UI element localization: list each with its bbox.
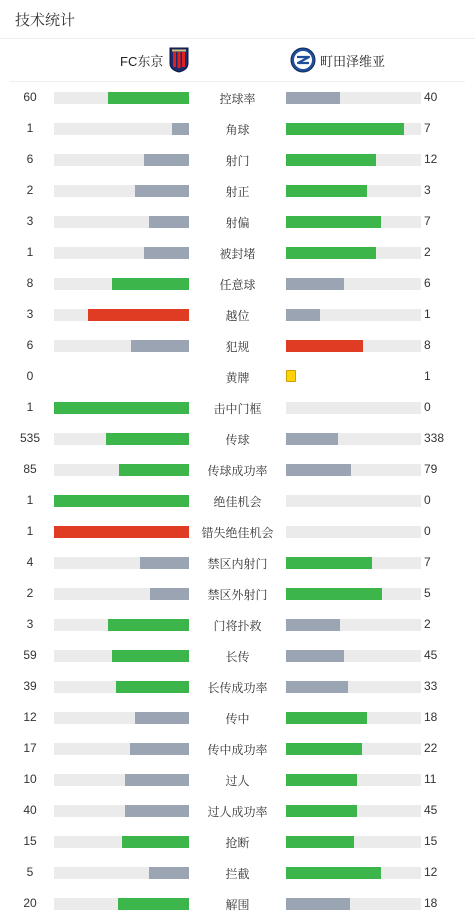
away-stat-value: 2 — [424, 617, 431, 631]
away-stat-bar — [286, 898, 421, 910]
stat-label: 射门 — [225, 154, 250, 168]
home-stat-bar — [54, 464, 189, 476]
away-stat-bar — [286, 650, 421, 662]
home-stat-value: 1 — [26, 400, 34, 414]
teams-bar — [10, 39, 465, 82]
away-stat-value: 18 — [424, 896, 438, 910]
away-stat-value: 18 — [424, 710, 438, 724]
away-stat-bar — [286, 340, 421, 352]
home-stat-fill — [54, 402, 189, 414]
stat-label: 被封堵 — [219, 247, 256, 261]
stat-row — [0, 733, 475, 764]
home-stat-fill — [54, 526, 189, 538]
stat-row — [0, 144, 475, 175]
away-stat-value: 2 — [424, 245, 431, 259]
away-stat-fill — [286, 92, 340, 104]
away-stat-fill — [286, 898, 350, 910]
away-stat-fill — [286, 154, 376, 166]
away-stat-bar — [286, 526, 421, 538]
stat-row — [0, 299, 475, 330]
home-stat-bar — [54, 805, 189, 817]
home-stat-fill — [112, 650, 189, 662]
home-stat-bar — [54, 433, 189, 445]
home-stat-bar — [54, 278, 189, 290]
home-stat-bar — [54, 712, 189, 724]
home-stat-bar — [54, 743, 189, 755]
home-stat-fill — [118, 898, 189, 910]
stat-label: 传球成功率 — [207, 464, 268, 478]
home-stat-bar — [54, 185, 189, 197]
stat-row — [0, 764, 475, 795]
away-stat-fill — [286, 681, 348, 693]
section-title: 技术统计 — [15, 11, 76, 29]
home-stat-bar — [54, 588, 189, 600]
home-stat-fill — [122, 836, 190, 848]
stat-row — [0, 392, 475, 423]
home-stat-fill — [125, 774, 189, 786]
stat-label: 犯规 — [225, 340, 250, 354]
home-stat-fill — [54, 495, 189, 507]
away-stat-bar — [286, 154, 421, 166]
away-stat-fill — [286, 650, 344, 662]
away-stat-fill — [286, 774, 357, 786]
away-stat-value: 0 — [424, 524, 431, 538]
home-stat-value: 5 — [26, 865, 34, 879]
home-stat-fill — [130, 743, 189, 755]
home-stat-bar — [54, 154, 189, 166]
home-stat-fill — [131, 340, 189, 352]
away-stat-fill — [286, 123, 404, 135]
stat-label: 传中 — [225, 712, 250, 726]
away-stat-value: 7 — [424, 555, 431, 569]
home-stat-fill — [108, 619, 189, 631]
home-stat-bar — [54, 247, 189, 259]
stat-label: 错失绝佳机会 — [201, 526, 274, 540]
away-stat-value: 338 — [424, 431, 445, 445]
away-stat-value: 12 — [424, 152, 438, 166]
away-stat-value: 0 — [424, 400, 431, 414]
away-stat-value: 5 — [424, 586, 431, 600]
stat-row — [0, 640, 475, 671]
stat-label: 绝佳机会 — [213, 495, 262, 509]
away-stat-fill — [286, 185, 367, 197]
stat-label: 角球 — [225, 123, 250, 137]
home-stat-fill — [125, 805, 189, 817]
stat-label: 过人 — [225, 774, 250, 788]
away-stat-bar — [286, 123, 421, 135]
stat-label: 越位 — [225, 309, 250, 323]
home-team-name: FC东京 — [120, 53, 164, 69]
home-stat-fill — [106, 433, 189, 445]
home-stat-value: 535 — [19, 431, 41, 445]
home-stat-fill — [144, 154, 189, 166]
away-stat-value: 45 — [424, 648, 438, 662]
stat-row — [0, 516, 475, 547]
stat-row — [0, 113, 475, 144]
home-stat-value: 3 — [26, 617, 34, 631]
away-stat-bar — [286, 278, 421, 290]
stat-row — [0, 237, 475, 268]
away-stat-value: 45 — [424, 803, 438, 817]
stat-label: 抢断 — [225, 836, 250, 850]
stat-row — [0, 888, 475, 919]
stat-row — [0, 82, 475, 113]
away-stat-bar — [286, 588, 421, 600]
home-stat-fill — [150, 588, 189, 600]
stat-label: 击中门框 — [213, 402, 262, 416]
home-stat-value: 4 — [26, 555, 34, 569]
home-stat-fill — [119, 464, 189, 476]
stat-row — [0, 671, 475, 702]
stat-row — [0, 330, 475, 361]
home-stat-value: 17 — [23, 741, 37, 755]
home-stat-value: 6 — [26, 152, 34, 166]
home-stat-fill — [135, 712, 189, 724]
away-stat-fill — [286, 743, 362, 755]
stat-label: 黄牌 — [225, 371, 250, 385]
stat-label: 控球率 — [219, 92, 256, 106]
away-stat-value: 12 — [424, 865, 438, 879]
away-stat-value: 1 — [424, 307, 431, 321]
home-stat-value: 0 — [26, 369, 34, 383]
stat-row — [0, 609, 475, 640]
away-stat-value: 22 — [424, 741, 438, 755]
away-stat-bar — [286, 681, 421, 693]
home-stat-bar — [54, 216, 189, 228]
home-stat-value: 8 — [26, 276, 34, 290]
home-stat-value: 10 — [23, 772, 37, 786]
home-stat-value: 39 — [23, 679, 37, 693]
away-stat-fill — [286, 836, 354, 848]
home-stat-value: 2 — [26, 183, 34, 197]
home-stat-bar — [54, 867, 189, 879]
yellow-card-icon — [286, 370, 296, 382]
away-team-name: 町田泽维亚 — [320, 53, 386, 69]
away-stat-fill — [286, 805, 357, 817]
home-stat-bar — [54, 898, 189, 910]
home-stat-value: 1 — [26, 245, 34, 259]
home-stat-bar — [54, 681, 189, 693]
stat-label: 传球 — [225, 433, 250, 447]
stat-row — [0, 206, 475, 237]
stat-row — [0, 795, 475, 826]
home-stat-value: 3 — [26, 307, 34, 321]
away-stat-fill — [286, 433, 338, 445]
away-stat-value: 15 — [424, 834, 438, 848]
home-stat-value: 1 — [26, 493, 34, 507]
away-stat-fill — [286, 309, 320, 321]
home-stat-value: 12 — [23, 710, 37, 724]
home-stat-value: 60 — [23, 90, 37, 104]
stat-row — [0, 578, 475, 609]
away-stat-fill — [286, 278, 344, 290]
home-stat-fill — [172, 123, 189, 135]
away-stat-bar — [286, 216, 421, 228]
away-stat-bar — [286, 402, 421, 414]
home-stat-fill — [116, 681, 189, 693]
stat-row — [0, 702, 475, 733]
stat-label: 解围 — [225, 898, 250, 912]
home-stat-bar — [54, 774, 189, 786]
home-stat-fill — [149, 216, 190, 228]
away-stat-bar — [286, 805, 421, 817]
home-stat-bar — [54, 340, 189, 352]
home-stat-value: 2 — [26, 586, 34, 600]
away-stat-bar — [286, 557, 421, 569]
stat-row — [0, 268, 475, 299]
away-stat-bar — [286, 247, 421, 259]
home-stat-fill — [88, 309, 189, 321]
home-stat-value: 3 — [26, 214, 34, 228]
home-stat-fill — [140, 557, 189, 569]
stat-row — [0, 857, 475, 888]
home-stat-bar — [54, 526, 189, 538]
away-stat-fill — [286, 464, 351, 476]
stat-row — [0, 547, 475, 578]
stat-label: 长传 — [225, 650, 250, 664]
away-stat-bar — [286, 433, 421, 445]
stat-row — [0, 361, 475, 392]
home-stat-bar — [54, 495, 189, 507]
home-stat-bar — [54, 92, 189, 104]
away-stat-bar — [286, 836, 421, 848]
away-stat-fill — [286, 712, 367, 724]
stat-label: 禁区外射门 — [207, 588, 268, 602]
away-stat-bar — [286, 867, 421, 879]
stat-row — [0, 454, 475, 485]
away-stat-bar — [286, 743, 421, 755]
away-stat-value: 7 — [424, 214, 431, 228]
away-stat-fill — [286, 588, 382, 600]
away-stat-fill — [286, 247, 376, 259]
home-stat-bar — [54, 309, 189, 321]
home-stat-fill — [108, 92, 189, 104]
home-stat-value: 1 — [26, 121, 34, 135]
stat-label: 长传成功率 — [207, 681, 268, 695]
stat-label: 任意球 — [219, 278, 256, 292]
away-stat-fill — [286, 619, 340, 631]
stat-label: 传中成功率 — [207, 743, 268, 757]
home-stat-bar — [54, 619, 189, 631]
away-stat-bar — [286, 464, 421, 476]
away-stat-value: 3 — [424, 183, 431, 197]
away-stat-bar — [286, 774, 421, 786]
away-stat-bar — [286, 495, 421, 507]
away-stat-bar — [286, 185, 421, 197]
away-stat-value: 0 — [424, 493, 431, 507]
section-header — [0, 0, 475, 39]
away-stat-bar — [286, 309, 421, 321]
home-stat-bar — [54, 836, 189, 848]
home-team[interactable] — [120, 47, 189, 73]
home-stat-fill — [144, 247, 189, 259]
away-team[interactable] — [290, 47, 385, 73]
home-stat-value: 20 — [23, 896, 37, 910]
stat-label: 射正 — [225, 185, 250, 199]
away-stat-fill — [286, 216, 381, 228]
home-stat-bar — [54, 402, 189, 414]
home-stat-value: 6 — [26, 338, 34, 352]
home-stat-fill — [112, 278, 189, 290]
machida-zelvia-crest-icon — [290, 47, 316, 73]
away-stat-value: 11 — [424, 772, 437, 786]
home-stat-value: 1 — [26, 524, 34, 538]
away-stat-fill — [286, 557, 372, 569]
stat-label: 射偏 — [225, 216, 250, 230]
away-stat-fill — [286, 340, 363, 352]
away-stat-bar — [286, 92, 421, 104]
home-stat-bar — [54, 557, 189, 569]
away-stat-value: 79 — [424, 462, 438, 476]
home-stat-bar — [54, 650, 189, 662]
away-stat-value: 1 — [424, 369, 431, 383]
stat-label: 禁区内射门 — [207, 557, 268, 571]
away-stat-fill — [286, 867, 381, 879]
home-stat-value: 15 — [23, 834, 37, 848]
away-stat-bar — [286, 712, 421, 724]
stat-label: 拦截 — [225, 867, 250, 881]
home-stat-value: 40 — [23, 803, 37, 817]
stat-row — [0, 423, 475, 454]
stat-row — [0, 485, 475, 516]
home-stat-bar — [54, 123, 189, 135]
home-stat-value: 85 — [23, 462, 37, 476]
away-stat-value: 33 — [424, 679, 438, 693]
fc-tokyo-crest-icon — [169, 47, 189, 73]
away-stat-value: 7 — [424, 121, 431, 135]
stat-row — [0, 175, 475, 206]
stat-row — [0, 826, 475, 857]
home-stat-value: 59 — [23, 648, 37, 662]
away-stat-value: 40 — [424, 90, 438, 104]
home-stat-fill — [135, 185, 189, 197]
away-stat-value: 8 — [424, 338, 431, 352]
stat-label: 过人成功率 — [207, 805, 268, 819]
stat-label: 门将扑救 — [213, 619, 262, 633]
away-stat-bar — [286, 619, 421, 631]
away-stat-value: 6 — [424, 276, 431, 290]
home-stat-fill — [149, 867, 189, 879]
